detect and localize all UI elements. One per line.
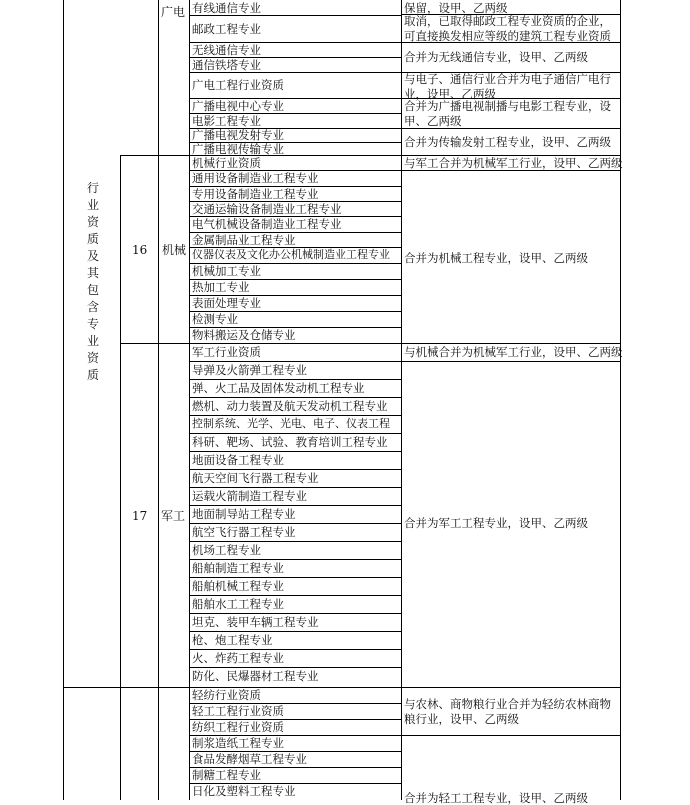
item-cell: 航天空间飞行器工程专业: [192, 471, 319, 485]
item-cell: 轻工工程行业资质: [192, 704, 284, 718]
item-cell: 燃机、动力装置及航天发动机工程专业: [192, 399, 388, 413]
item-cell: 金属制品业工程专业: [192, 233, 296, 247]
item-cell: 机械加工专业: [192, 264, 261, 278]
item-cell: 航空飞行器工程专业: [192, 525, 296, 539]
item-cell: 制糖工程专业: [192, 768, 261, 782]
item-cell: 运载火箭制造工程专业: [192, 489, 307, 503]
item-cell: 机械行业资质: [192, 156, 261, 170]
note-cell: 合并为机械工程专业，设甲、乙两级: [404, 251, 588, 265]
group-number: 16: [132, 243, 148, 257]
item-cell: 机场工程专业: [192, 543, 261, 557]
item-cell: 广播电视传输专业: [192, 142, 284, 156]
item-cell: 火、炸药工程专业: [192, 651, 284, 665]
vertical-section-label: 行业资质及其包含专业资质: [86, 181, 99, 382]
item-cell: 食品发酵烟草工程专业: [192, 752, 307, 766]
item-cell: 专用设备制造业工程专业: [192, 187, 319, 201]
item-cell: 通信铁塔专业: [192, 58, 261, 72]
item-cell: 邮政工程专业: [192, 22, 261, 36]
item-cell: 物料搬运及仓储专业: [192, 328, 296, 342]
item-cell: 日化及塑料工程专业: [192, 784, 296, 798]
note-cell: 与机械合并为机械军工行业，设甲、乙两级: [404, 345, 623, 359]
note-cell: 取消，已取得邮政工程专业资质的企业，可直接换发相应等级的建筑工程专业资质: [404, 14, 611, 43]
item-cell: 弹、火工品及固体发动机工程专业: [192, 381, 365, 395]
note-cell: 与农林、商物粮行业合并为轻纺农林商物粮行业，设甲、乙两级: [404, 697, 611, 726]
item-cell: 交通运输设备制造业工程专业: [192, 202, 342, 216]
item-cell: 表面处理专业: [192, 296, 261, 310]
group-name: 机械: [162, 243, 187, 257]
item-cell: 制浆造纸工程专业: [192, 736, 284, 750]
note-cell: 与电子、通信行业合并为电子通信广电行业，设甲、乙两级: [404, 72, 611, 101]
item-cell: 广播电视中心专业: [192, 99, 284, 113]
item-cell: 科研、靶场、试验、教育培训工程专业: [192, 435, 388, 449]
item-cell: 无线通信专业: [192, 43, 261, 57]
note-cell: 合并为广播电视制播与电影工程专业，设甲、乙两级: [404, 99, 611, 128]
item-cell: 船舶机械工程专业: [192, 579, 284, 593]
item-cell: 军工行业资质: [192, 345, 261, 359]
item-cell: 防化、民爆器材工程专业: [192, 669, 319, 683]
group-number: 17: [132, 509, 148, 523]
item-cell: 电气机械设备制造业工程专业: [192, 217, 342, 231]
note-cell: 合并为军工工程专业，设甲、乙两级: [404, 516, 588, 530]
item-cell: 船舶制造工程专业: [192, 561, 284, 575]
group-name: 军工: [161, 509, 186, 523]
note-cell: 合并为传输发射工程专业，设甲、乙两级: [404, 135, 611, 149]
item-cell: 导弹及火箭弹工程专业: [192, 363, 307, 377]
item-cell: 仪器仪表及文化办公机械制造业工程专业: [192, 248, 390, 261]
item-cell: 热加工专业: [192, 280, 250, 294]
note-cell: 与军工合并为机械军工行业，设甲、乙两级: [404, 156, 623, 170]
item-cell: 地面制导站工程专业: [192, 507, 296, 521]
item-cell: 纺织工程行业资质: [192, 720, 284, 734]
item-cell: 枪、炮工程专业: [192, 633, 273, 647]
item-cell: 轻纺行业资质: [192, 688, 261, 702]
item-cell: 有线通信专业: [192, 1, 261, 15]
item-cell: 地面设备工程专业: [192, 453, 284, 467]
item-cell: 坦克、装甲车辆工程专业: [192, 615, 319, 629]
item-cell: 广播电视发射专业: [192, 128, 284, 142]
item-cell: 通用设备制造业工程专业: [192, 171, 319, 185]
item-cell: 广电工程行业资质: [192, 78, 284, 92]
item-cell: 电影工程专业: [192, 114, 261, 128]
item-cell: 检测专业: [192, 312, 238, 326]
group-name: 广电: [161, 5, 186, 19]
note-cell: 合并为无线通信专业，设甲、乙两级: [404, 50, 588, 64]
item-cell: 船舶水工工程专业: [192, 597, 284, 611]
item-cell: 控制系统、光学、光电、电子、仪表工程: [192, 417, 390, 430]
note-cell: 合并为轻工工程专业，设甲、乙两级: [404, 791, 588, 805]
note-cell: 保留，设甲、乙两级: [404, 1, 508, 15]
